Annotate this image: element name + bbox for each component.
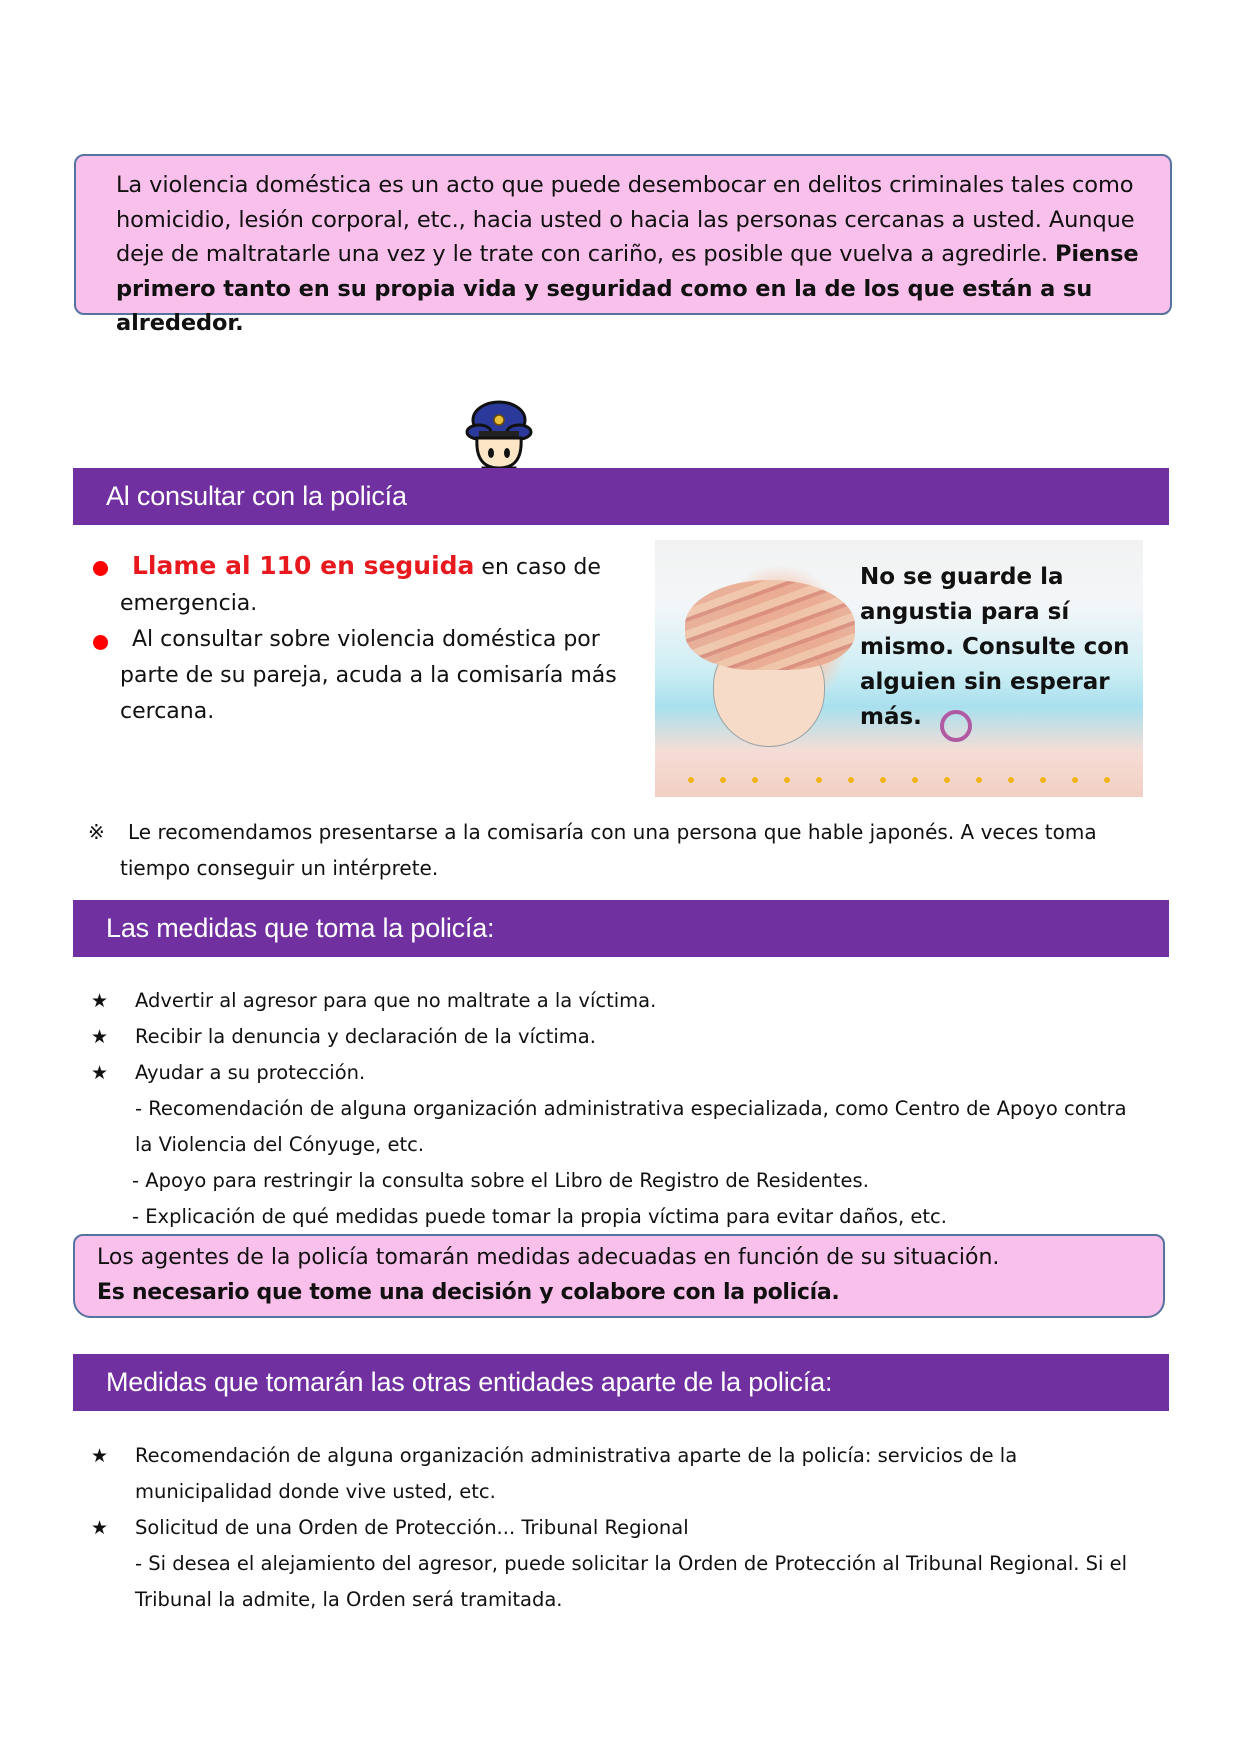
watercolor-illustration: [655, 540, 1143, 797]
intro-text: [116, 168, 1158, 341]
list-item: [88, 1510, 1168, 1546]
intro-text-regular: La violencia doméstica es un acto que puede desembocar en delitos criminales tales como homicidio, lesión corporal, etc., hacia usted o hacia las personas cercanas a usted. Aunque deje de maltratarle una vez y le trate con cariño, es posible que vuelva a agredirle.: [116, 172, 1135, 267]
consult-bullet-list: [88, 548, 628, 730]
star-bullet-icon: ★: [91, 1445, 109, 1467]
sub-item-text: - Recomendación de alguna organización administrativa especializada, como Centro de Apoyo contra: [135, 1097, 1127, 1120]
list-item-text: en caso de emergencia.: [120, 555, 601, 616]
sub-item-text: la Violencia del Cónyuge, etc.: [135, 1133, 425, 1156]
interpreter-note: [88, 814, 1138, 886]
list-item: [88, 983, 1168, 1019]
list-item-text: Advertir al agresor para que no maltrate a la víctima.: [135, 989, 657, 1012]
sub-item-text: - Si desea el alejamiento del agresor, puede solicitar la Orden de Protección al Tribunal Regional. Si el: [135, 1552, 1128, 1575]
illustration-hair: [685, 580, 855, 670]
note-text: Le recomendamos presentarse a la comisaría con una persona que hable japonés. A veces toma: [128, 820, 1097, 844]
list-item: [88, 622, 628, 730]
red-dot-bullet-icon: [93, 561, 108, 576]
star-bullet-icon: ★: [91, 1517, 109, 1539]
intro-text-bold: Piense primero tanto en su propia vida y seguridad como en la de los que están a su alrededor.: [116, 241, 1139, 336]
callout-text-bold: Es necesario que tome una decisión y colabore con la policía.: [97, 1280, 840, 1305]
other-entities-list: [88, 1438, 1168, 1618]
red-dot-bullet-icon: [93, 635, 108, 650]
list-item: [88, 1019, 1168, 1055]
reference-mark-icon: ※: [88, 820, 105, 844]
section-header-police-measures: [73, 900, 1169, 957]
callout-text: Los agentes de la policía tomarán medidas adecuadas en función de su situación.: [97, 1245, 1000, 1270]
call-110-emphasis: Llame al 110 en seguida: [132, 551, 475, 580]
police-measures-list: [88, 983, 1168, 1235]
section-title: Al consultar con la policía: [106, 481, 407, 511]
sub-item-text: - Explicación de qué medidas puede tomar la propia víctima para evitar daños, etc.: [132, 1205, 947, 1228]
note-text-continued: tiempo conseguir un intérprete.: [120, 856, 439, 880]
list-item-text: Ayudar a su protección.: [135, 1061, 366, 1084]
list-item: [88, 548, 628, 622]
section-header-other-entities: [73, 1354, 1169, 1411]
list-item-text: Solicitud de una Orden de Protección... Tribunal Regional: [135, 1516, 689, 1539]
star-bullet-icon: ★: [91, 990, 109, 1012]
section-title: Las medidas que toma la policía:: [106, 913, 495, 943]
list-item-text-continued: municipalidad donde vive usted, etc.: [135, 1480, 496, 1503]
illustration-dots: [675, 775, 1135, 785]
illustration-caption: No se guarde la angustia para sí mismo. Consulte con alguien sin esperar más.: [860, 564, 1130, 730]
list-item: [88, 1438, 1168, 1474]
list-item-text: Recomendación de alguna organización administrativa aparte de la policía: servicios de la: [135, 1444, 1018, 1467]
section-title: Medidas que tomarán las otras entidades aparte de la policía:: [106, 1367, 833, 1397]
star-bullet-icon: ★: [91, 1062, 109, 1084]
list-item: [88, 1055, 1168, 1091]
list-item-text: Al consultar sobre violencia doméstica por parte de su pareja, acuda a la comisaría más cercana.: [120, 627, 617, 724]
star-bullet-icon: ★: [91, 1026, 109, 1048]
sub-item-text: Tribunal la admite, la Orden será tramitada.: [135, 1588, 563, 1611]
sub-item-text: - Apoyo para restringir la consulta sobre el Libro de Registro de Residentes.: [132, 1169, 869, 1192]
section-header-consult-police: [73, 468, 1169, 525]
list-item-text: Recibir la denuncia y declaración de la víctima.: [135, 1025, 596, 1048]
decision-callout-box: [73, 1234, 1165, 1318]
intro-warning-box: [74, 154, 1172, 336]
